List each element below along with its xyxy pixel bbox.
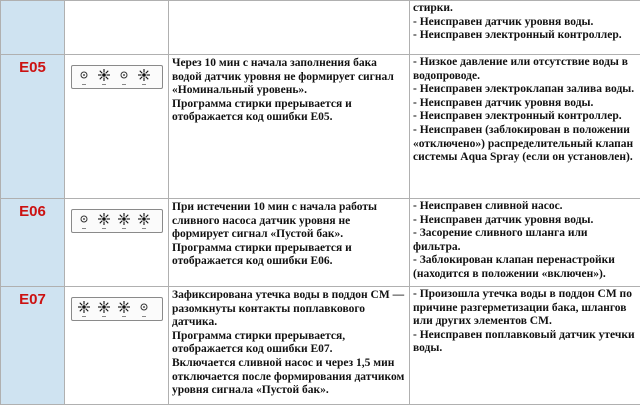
error-code-cell [1,199,65,287]
error-code: E07 [19,291,46,308]
indicator-lamps [72,66,162,88]
causes-cell [410,1,640,55]
indicator-panel-cell [65,199,169,287]
description-cell [169,55,410,199]
error-code: E06 [19,203,46,220]
indicator-panel-cell [65,1,169,55]
table-row [1,287,640,405]
blinking-indicator-icon [98,213,110,229]
off-indicator-icon [141,304,147,317]
error-causes: стирки. - Неисправен датчик уровня воды. - Неисправен электронный контроллер. [413,2,622,42]
error-description: Через 10 мин с начала заполнения бака водой датчик уровня не формирует сигнал «Номинальный уровень». Программа стирки прерывается и отображается код ошибки E05. [172,57,394,124]
error-code: E05 [19,59,46,76]
indicator-panel [71,65,163,89]
indicator-panel-cell [65,287,169,405]
blinking-indicator-icon [78,301,90,317]
indicator-lamps [72,298,162,320]
blinking-indicator-icon [118,213,130,229]
error-causes: - Неисправен сливной насос. - Неисправен датчик уровня воды. - Засорение сливного шланга или фильтра. - Заблокирован клапан перенастройки (находится в положении «включен»). [413,200,615,280]
table-row [1,55,640,199]
error-code-cell [1,287,65,405]
causes-cell [410,287,640,405]
error-description [169,1,409,5]
off-indicator-icon [121,72,127,85]
off-indicator-icon [81,216,87,229]
error-causes: - Низкое давление или отсутствие воды в водопроводе. - Неисправен электроклапан залива воды. - Неисправен датчик уровня воды. - Неисправен электронный контроллер. - Неисправен (заблокирован в положении «отключено») распределительный клапан системы Aqua Spray (если он установлен). [413,56,635,164]
blinking-indicator-icon [138,69,150,85]
blinking-indicator-icon [98,69,110,85]
error-code-cell [1,1,65,55]
description-cell [169,199,410,287]
description-cell [169,287,410,405]
indicator-panel [71,209,163,233]
table-row [1,199,640,287]
error-description: При истечении 10 мин с начала работы сливного насоса датчик уровня не формирует сигнал «Пустой бак». Программа стирки прерывается и отображается код ошибки E06. [172,201,377,268]
indicator-panel-cell [65,55,169,199]
indicator-lamps [72,210,162,232]
description-cell [169,1,410,55]
causes-cell [410,199,640,287]
table-row [1,1,640,55]
off-indicator-icon [81,72,87,85]
causes-cell [410,55,640,199]
indicator-panel [71,297,163,321]
error-code-cell [1,55,65,199]
error-description: Зафиксирована утечка воды в поддон СМ — разомкнуты контакты поплавкового датчика. Программа стирки прерывается, отображается код ошибки E07. Включается сливной насос и через 1,5 мин отключается после формирования датчиком уровня сигнала «Пустой бак». [172,289,405,397]
blinking-indicator-icon [98,301,110,317]
blinking-indicator-icon [138,213,150,229]
blinking-indicator-icon [118,301,130,317]
error-causes: - Произошла утечка воды в поддон СМ по причине разгерметизации бака, шлангов или других элементов СМ. - Неисправен поплавковый датчик утечки воды. [413,288,635,355]
